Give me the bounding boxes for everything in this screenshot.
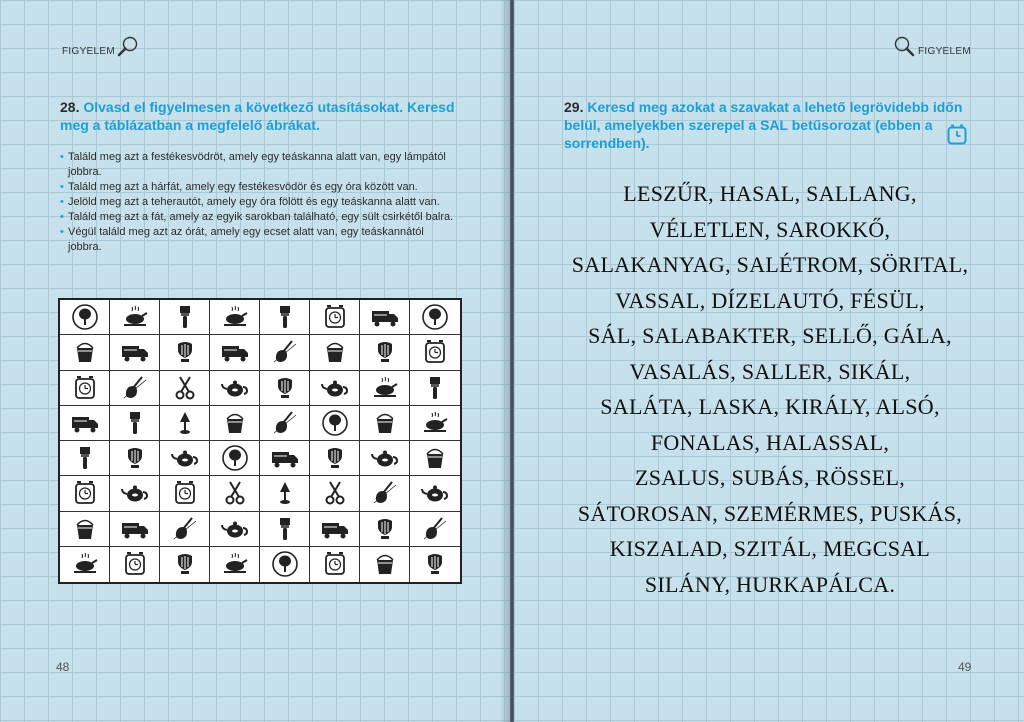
grid-cell[interactable] <box>60 512 110 547</box>
harp-icon <box>270 374 300 402</box>
teapot-icon <box>220 374 250 402</box>
scissors-icon <box>220 479 250 507</box>
task-number: 29. <box>564 99 584 115</box>
truck-icon <box>270 444 300 472</box>
grid-cell[interactable] <box>410 371 460 406</box>
teapot-icon <box>170 444 200 472</box>
truck-icon <box>70 409 100 437</box>
left-page <box>0 0 510 722</box>
violin-icon <box>420 515 450 543</box>
grid-cell[interactable] <box>410 335 460 370</box>
grid-cell[interactable] <box>360 547 410 582</box>
grid-cell[interactable] <box>210 335 260 370</box>
clock-icon <box>320 550 350 578</box>
violin-icon <box>120 374 150 402</box>
instruction-item: • Jelöld meg azt a teherautót, amely egy óra fölött és egy teáskanna alatt van. <box>60 195 460 210</box>
instruction-item: • Találd meg azt a fát, amely az egyik sarokban található, egy sült csirkétől balra. <box>60 210 460 225</box>
bucket-icon <box>370 550 400 578</box>
violin-icon <box>270 409 300 437</box>
clock-icon <box>120 550 150 578</box>
harp-icon <box>370 338 400 366</box>
task-title-text: Olvasd el figyelmesen a következő utasításokat. Keresd meg a táblázatban a megfelelő ábrákat. <box>60 99 455 133</box>
scissors-icon <box>170 374 200 402</box>
grid-cell[interactable] <box>60 300 110 335</box>
word-line: VASALÁS, SALLER, SIKÁL, <box>629 358 911 384</box>
grid-cell[interactable] <box>410 512 460 547</box>
clock-icon <box>420 338 450 366</box>
truck-icon <box>120 515 150 543</box>
word-line: ZSALUS, SUBÁS, RÖSSEL, <box>634 465 906 490</box>
teapot-icon <box>120 479 150 507</box>
page-number: 49 <box>958 660 972 674</box>
grid-cell[interactable] <box>310 476 360 511</box>
scissors-icon <box>320 479 350 507</box>
grid-cell[interactable] <box>410 441 460 476</box>
word-list <box>540 176 1000 602</box>
brush-icon <box>270 515 300 543</box>
bucket-icon <box>370 409 400 437</box>
lamp-icon <box>170 409 200 437</box>
grid-cell[interactable] <box>310 300 360 335</box>
task-title-text: Keresd meg azokat a szavakat a lehető legrövidebb időn belül, amelyekben szerepel a SAL betűsorozat (ebben a sorrendben). <box>564 99 963 151</box>
grid-cell[interactable] <box>210 300 260 335</box>
instruction-item: • Végül találd meg azt az órát, amely egy ecset alatt van, egy teáskannától jobbra. <box>60 225 460 255</box>
brush-icon <box>170 303 200 331</box>
grid-cell[interactable] <box>260 476 310 511</box>
violin-icon <box>370 479 400 507</box>
grid-cell[interactable] <box>310 406 360 441</box>
grid-cell[interactable] <box>110 441 160 476</box>
grid-cell[interactable] <box>160 300 210 335</box>
harp-icon <box>370 515 400 543</box>
truck-icon <box>320 515 350 543</box>
bucket-icon <box>420 444 450 472</box>
grid-cell[interactable] <box>60 547 110 582</box>
chicken-icon <box>70 550 100 578</box>
grid-cell[interactable] <box>360 406 410 441</box>
grid-cell[interactable] <box>360 441 410 476</box>
teapot-icon <box>370 444 400 472</box>
task-number: 28. <box>60 99 80 115</box>
grid-cell[interactable] <box>260 371 310 406</box>
teapot-icon <box>320 374 350 402</box>
tree-icon <box>320 409 350 437</box>
truck-icon <box>220 338 250 366</box>
word-line: KISZALAD, SZITÁL, MEGCSAL <box>609 536 931 561</box>
clock-icon <box>70 374 100 402</box>
grid-cell[interactable] <box>310 441 360 476</box>
grid-cell[interactable] <box>110 335 160 370</box>
chicken-icon <box>420 409 450 437</box>
violin-icon <box>170 515 200 543</box>
grid-cell[interactable] <box>60 371 110 406</box>
grid-cell[interactable] <box>160 371 210 406</box>
word-line: VASSAL, DÍZELAUTÓ, FÉSÜL, <box>615 287 925 313</box>
grid-cell[interactable] <box>360 335 410 370</box>
grid-cell[interactable] <box>410 406 460 441</box>
clock-icon <box>170 479 200 507</box>
grid-cell[interactable] <box>360 512 410 547</box>
grid-cell[interactable] <box>110 300 160 335</box>
grid-cell[interactable] <box>410 476 460 511</box>
grid-cell[interactable] <box>360 371 410 406</box>
word-line: SÁL, SALABAKTER, SELLŐ, GÁLA, <box>588 323 952 348</box>
grid-cell[interactable] <box>360 476 410 511</box>
instruction-list <box>60 150 460 255</box>
alarm-clock-icon <box>946 124 968 146</box>
brush-icon <box>270 303 300 331</box>
truck-icon <box>120 338 150 366</box>
bucket-icon <box>70 515 100 543</box>
grid-cell[interactable] <box>110 371 160 406</box>
grid-cell[interactable] <box>310 371 360 406</box>
grid-cell[interactable] <box>160 476 210 511</box>
chicken-icon <box>220 303 250 331</box>
grid-cell[interactable] <box>160 406 210 441</box>
grid-cell[interactable] <box>410 547 460 582</box>
grid-cell[interactable] <box>210 441 260 476</box>
grid-cell[interactable] <box>110 406 160 441</box>
word-line: FONALAS, HALASSAL, <box>650 429 890 455</box>
grid-cell[interactable] <box>260 547 310 582</box>
section-label: FIGYELEM <box>62 46 115 57</box>
grid-cell[interactable] <box>60 441 110 476</box>
grid-cell[interactable] <box>160 441 210 476</box>
word-line: VÉLETLEN, SAROKKŐ, <box>649 216 891 242</box>
tree-icon <box>270 550 300 578</box>
word-line: SALÁTA, LASKA, KIRÁLY, ALSÓ, <box>600 394 940 419</box>
grid-cell[interactable] <box>260 512 310 547</box>
bucket-icon <box>70 338 100 366</box>
brush-icon <box>120 409 150 437</box>
word-line: SALAKANYAG, SALÉTROM, SÖRITAL, <box>571 252 969 277</box>
harp-icon <box>170 550 200 578</box>
magnifier-icon <box>116 34 140 58</box>
grid-cell[interactable] <box>60 406 110 441</box>
grid-cell[interactable] <box>210 371 260 406</box>
harp-icon <box>420 550 450 578</box>
grid-cell[interactable] <box>60 335 110 370</box>
harp-icon <box>170 338 200 366</box>
grid-cell[interactable] <box>260 406 310 441</box>
word-line: LESZŰR, HASAL, SALLANG, <box>623 181 917 206</box>
clock-icon <box>70 479 100 507</box>
brush-icon <box>70 444 100 472</box>
grid-cell[interactable] <box>110 512 160 547</box>
tree-icon <box>420 303 450 331</box>
instruction-item: • Találd meg azt a hárfát, amely egy festékesvödör és egy óra között van. <box>60 180 460 195</box>
grid-cell[interactable] <box>260 300 310 335</box>
task-title <box>564 98 964 152</box>
tree-icon <box>220 444 250 472</box>
grid-cell[interactable] <box>260 441 310 476</box>
grid-cell[interactable] <box>60 476 110 511</box>
chicken-icon <box>120 303 150 331</box>
grid-cell[interactable] <box>210 406 260 441</box>
teapot-icon <box>220 515 250 543</box>
instruction-item: • Találd meg azt a festékesvödröt, amely egy teáskanna alatt van, egy lámpától jobbra. <box>60 150 460 180</box>
lamp-icon <box>270 479 300 507</box>
task-title <box>60 98 480 134</box>
teapot-icon <box>420 479 450 507</box>
grid-cell[interactable] <box>210 476 260 511</box>
magnifier-icon <box>892 34 916 58</box>
word-line: SÁTOROSAN, SZEMÉRMES, PUSKÁS, <box>577 500 963 526</box>
grid-cell[interactable] <box>310 335 360 370</box>
grid-cell[interactable] <box>310 512 360 547</box>
bucket-icon <box>220 409 250 437</box>
grid-cell[interactable] <box>210 512 260 547</box>
grid-cell[interactable] <box>210 547 260 582</box>
violin-icon <box>270 338 300 366</box>
section-label: FIGYELEM <box>918 46 971 57</box>
grid-cell[interactable] <box>360 300 410 335</box>
grid-cell[interactable] <box>160 335 210 370</box>
chicken-icon <box>220 550 250 578</box>
clock-icon <box>320 303 350 331</box>
grid-cell[interactable] <box>260 335 310 370</box>
word-line: SILÁNY, HURKAPÁLCA. <box>644 571 896 597</box>
grid-cell[interactable] <box>310 547 360 582</box>
grid-cell[interactable] <box>110 476 160 511</box>
grid-cell[interactable] <box>410 300 460 335</box>
brush-icon <box>420 374 450 402</box>
harp-icon <box>120 444 150 472</box>
picture-grid <box>58 298 462 584</box>
chicken-icon <box>370 374 400 402</box>
grid-cell[interactable] <box>110 547 160 582</box>
truck-icon <box>370 303 400 331</box>
grid-cell[interactable] <box>160 547 210 582</box>
page-number: 48 <box>56 660 70 674</box>
bucket-icon <box>320 338 350 366</box>
grid-cell[interactable] <box>160 512 210 547</box>
tree-icon <box>70 303 100 331</box>
harp-icon <box>320 444 350 472</box>
